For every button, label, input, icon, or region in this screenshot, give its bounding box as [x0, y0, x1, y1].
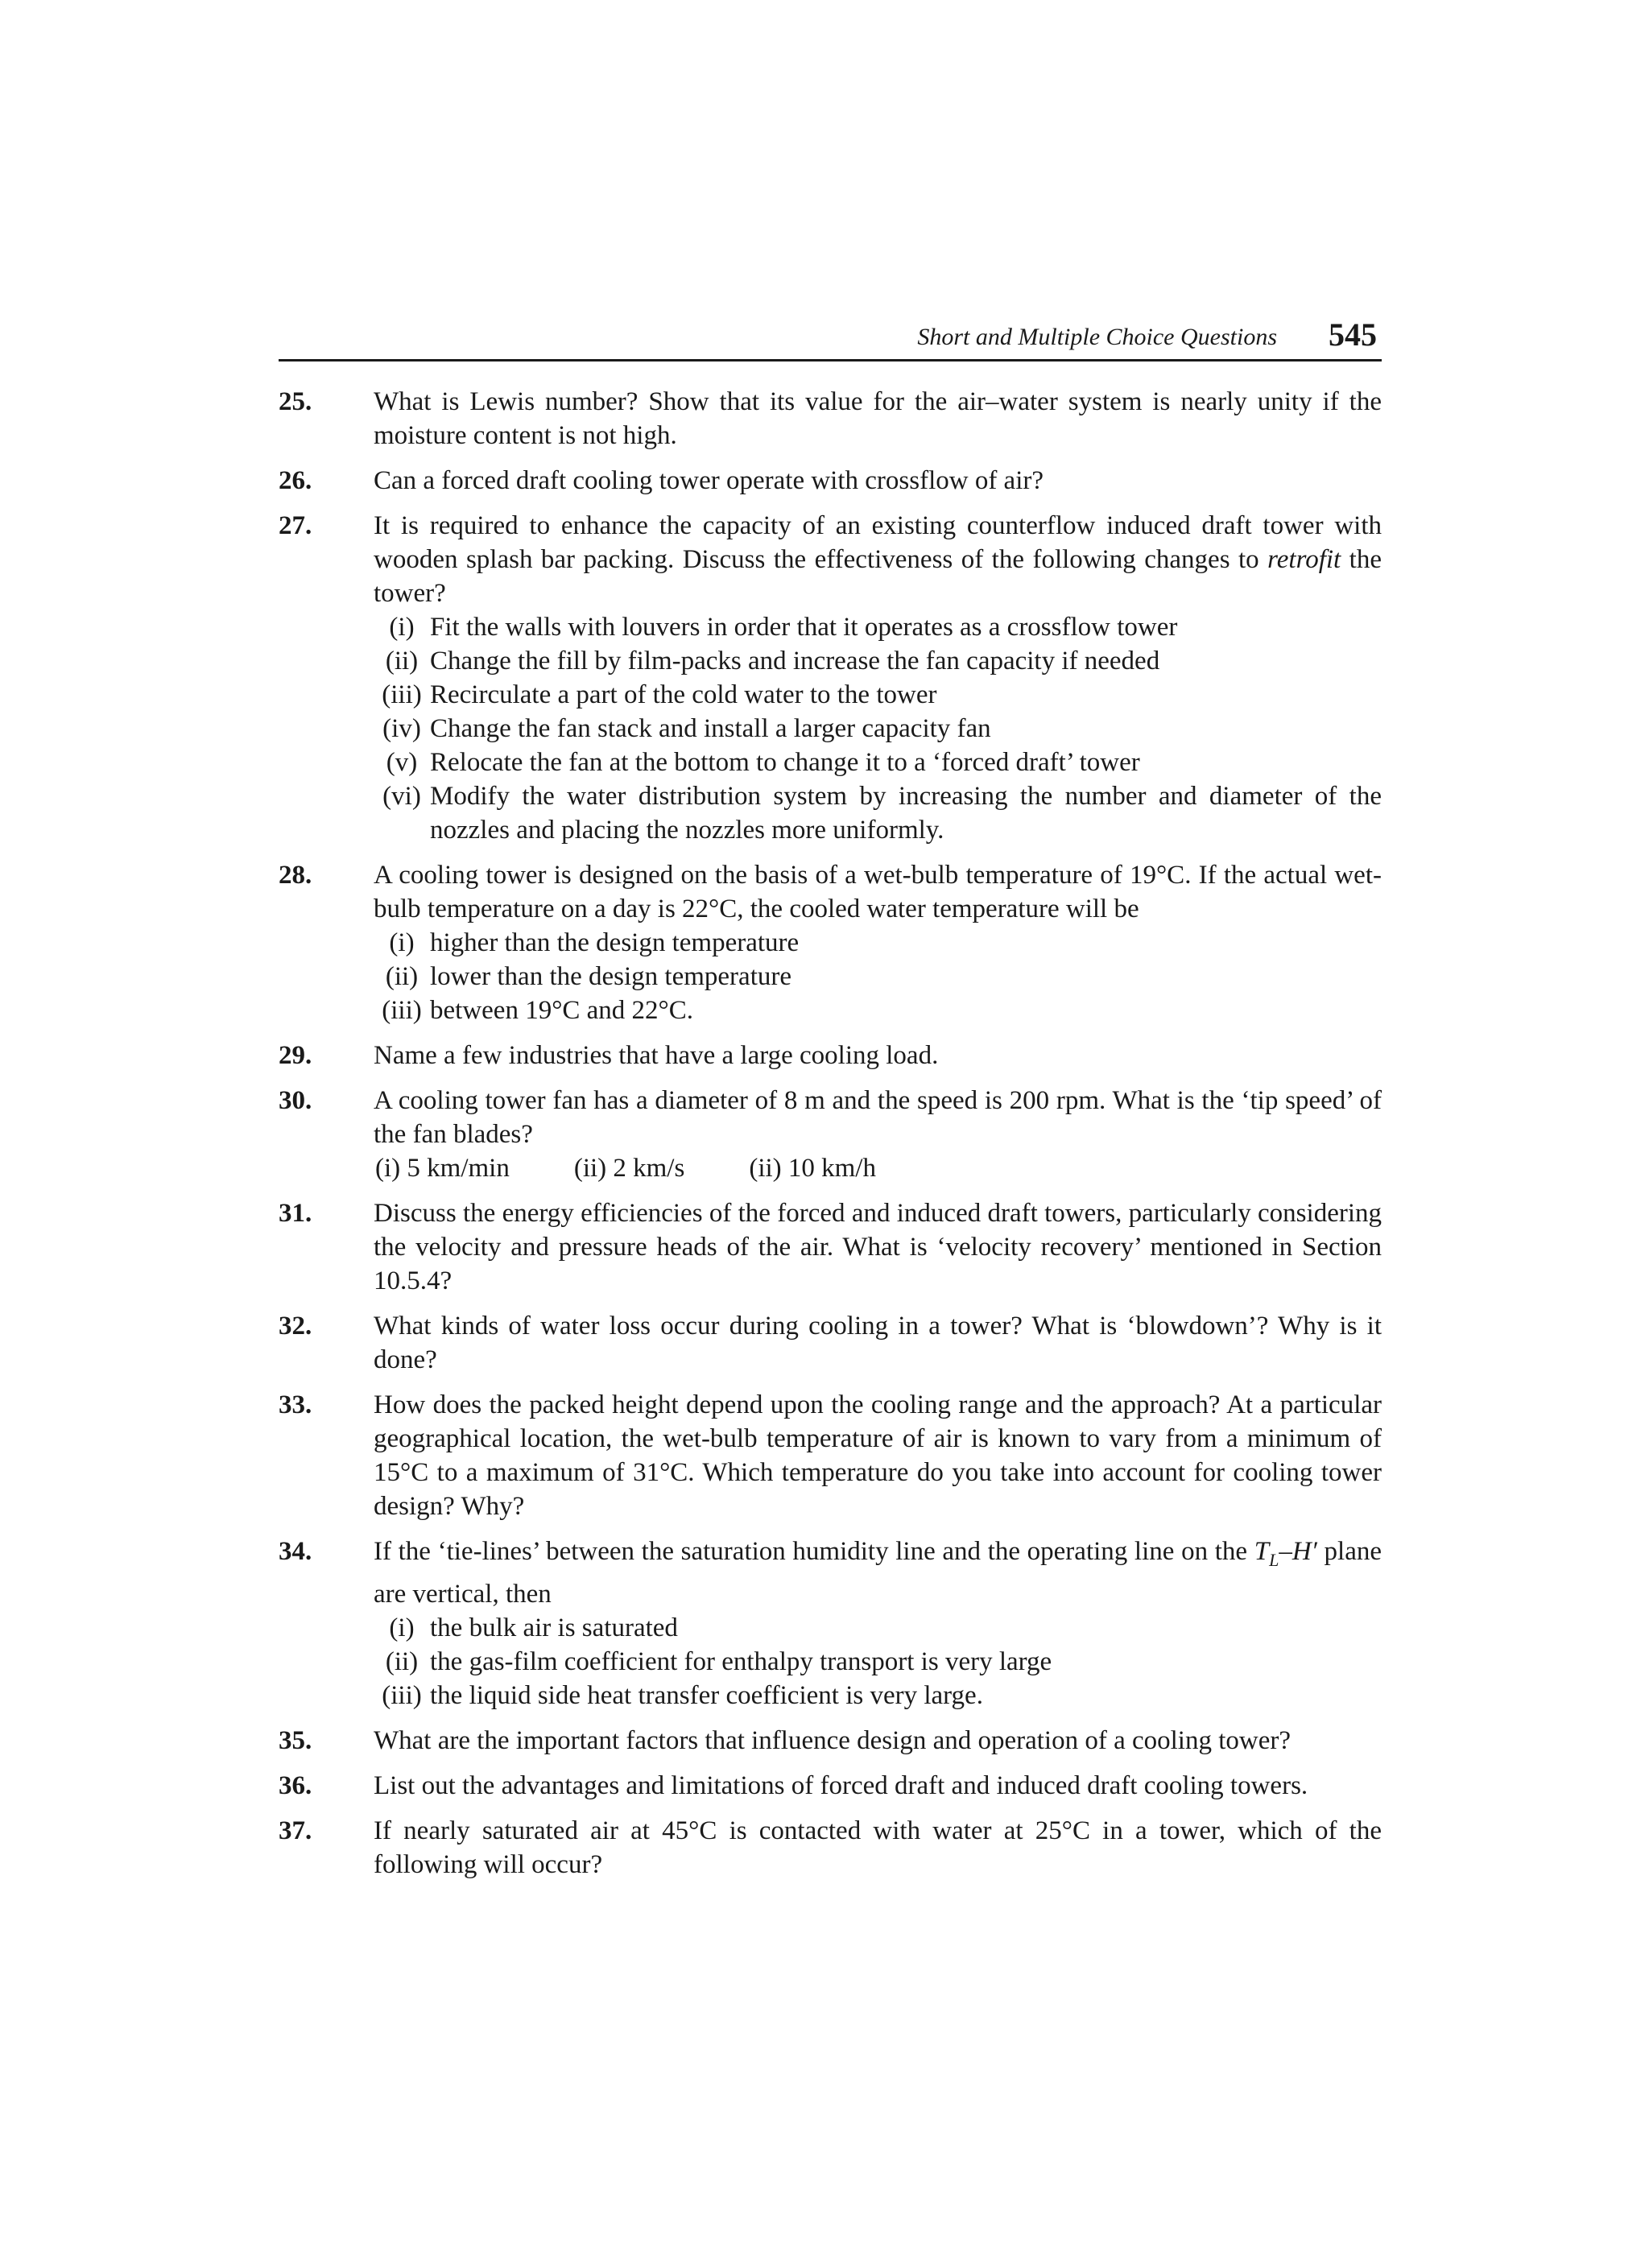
question-32 [279, 1309, 1382, 1377]
question-number: 25. [279, 387, 312, 416]
inline-options [375, 1151, 1382, 1185]
option: (i) the bulk air is saturated [389, 1613, 678, 1642]
question-33 [279, 1388, 1382, 1523]
question-text: What is Lewis number? Show that its value for the air–water system is nearly unity if the moisture content is not high. [374, 387, 1382, 450]
question-number: 35. [279, 1726, 312, 1755]
option: (ii) the gas-film coefficient for enthalpy transport is very large [385, 1647, 1052, 1676]
question-27 [279, 509, 1382, 847]
subscript-l: L [1269, 1550, 1279, 1570]
option: (iii) the liquid side heat transfer coefficient is very large. [382, 1681, 983, 1710]
question-number: 28. [279, 861, 312, 890]
question-number: 36. [279, 1771, 312, 1800]
emphasis-retrofit: retrofit [1267, 545, 1341, 574]
question-34 [279, 1535, 1382, 1712]
question-number: 33. [279, 1390, 312, 1419]
question-text: Name a few industries that have a large cooling load. [374, 1041, 939, 1070]
question-text: A cooling tower is designed on the basis of a wet-bulb temperature of 19°C. If the actual wet-bulb temperature on a day is 22°C, the cooled water temperature will be [374, 861, 1382, 923]
option: (iii) between 19°C and 22°C. [382, 996, 694, 1025]
question-text: If the ‘tie-lines’ between the saturation humidity line and the operating line on the $T_L-H'$ plane are vertical, then [374, 1537, 1382, 1609]
question-number: 32. [279, 1312, 312, 1341]
question-number: 37. [279, 1816, 312, 1845]
option: (iv) Change the fan stack and install a larger capacity fan [382, 714, 991, 743]
question-number: 29. [279, 1041, 312, 1070]
question-30 [279, 1084, 1382, 1185]
option: (ii) 2 km/s [573, 1154, 685, 1183]
question-list [279, 385, 1382, 1893]
option: (ii) Change the fill by film-packs and increase the fan capacity if needed [385, 647, 1160, 675]
question-text: How does the packed height depend upon the cooling range and the approach? At a particular geographical location, the wet-bulb temperature of air is known to vary from a minimum of 15°C to a maximum of 31°C. Which temperature do you take into account for cooling tower design? Why? [374, 1390, 1382, 1521]
question-text: A cooling tower fan has a diameter of 8 m and the speed is 200 rpm. What is the ‘tip speed’ of the fan blades? [374, 1086, 1382, 1149]
question-number: 30. [279, 1086, 312, 1115]
option: (i) 5 km/min [375, 1154, 510, 1183]
option: (iii) Recirculate a part of the cold water to the tower [382, 680, 937, 709]
question-31 [279, 1196, 1382, 1298]
option: (i) Fit the walls with louvers in order that it operates as a crossflow tower [389, 613, 1178, 642]
question-text: Can a forced draft cooling tower operate with crossflow of air? [374, 466, 1044, 495]
question-text: What are the important factors that influence design and operation of a cooling tower? [374, 1726, 1291, 1755]
question-28 [279, 858, 1382, 1027]
question-36 [279, 1769, 1382, 1803]
symbol-h-prime: –H′ [1279, 1537, 1317, 1566]
question-26 [279, 464, 1382, 498]
question-text: It is required to enhance the capacity of an existing counterflow induced draft tower with wooden splash bar packing. Discuss the effectiveness of the following changes to retrofit the tower? [374, 511, 1382, 608]
option: (vi) Modify the water distribution system by increasing the number and diameter of the nozzles and placing the nozzles more uniformly. [382, 782, 1382, 845]
question-number: 27. [279, 511, 312, 540]
page-header [279, 316, 1382, 361]
question-37 [279, 1814, 1382, 1882]
page-number: 545 [1329, 316, 1377, 353]
question-number: 31. [279, 1199, 312, 1228]
question-text: List out the advantages and limitations of forced draft and induced draft cooling towers. [374, 1771, 1308, 1800]
option: (ii) lower than the design temperature [385, 962, 791, 991]
question-number: 34. [279, 1537, 312, 1566]
question-29 [279, 1039, 1382, 1072]
question-35 [279, 1724, 1382, 1758]
option: (i) higher than the design temperature [389, 928, 800, 957]
question-text: What kinds of water loss occur during cooling in a tower? What is ‘blowdown’? Why is it done? [374, 1312, 1382, 1374]
question-text: Discuss the energy efficiencies of the forced and induced draft towers, particularly considering the velocity and pressure heads of the air. What is ‘velocity recovery’ mentioned in Section 10.5.4? [374, 1199, 1382, 1295]
option: (ii) 10 km/h [749, 1154, 876, 1183]
question-text: If nearly saturated air at 45°C is contacted with water at 25°C in a tower, which of the following will occur? [374, 1816, 1382, 1879]
question-25 [279, 385, 1382, 452]
symbol-t: T [1254, 1537, 1270, 1566]
question-number: 26. [279, 466, 312, 495]
running-title: Short and Multiple Choice Questions [917, 324, 1277, 350]
option: (v) Relocate the fan at the bottom to change it to a ‘forced draft’ tower [386, 748, 1140, 777]
